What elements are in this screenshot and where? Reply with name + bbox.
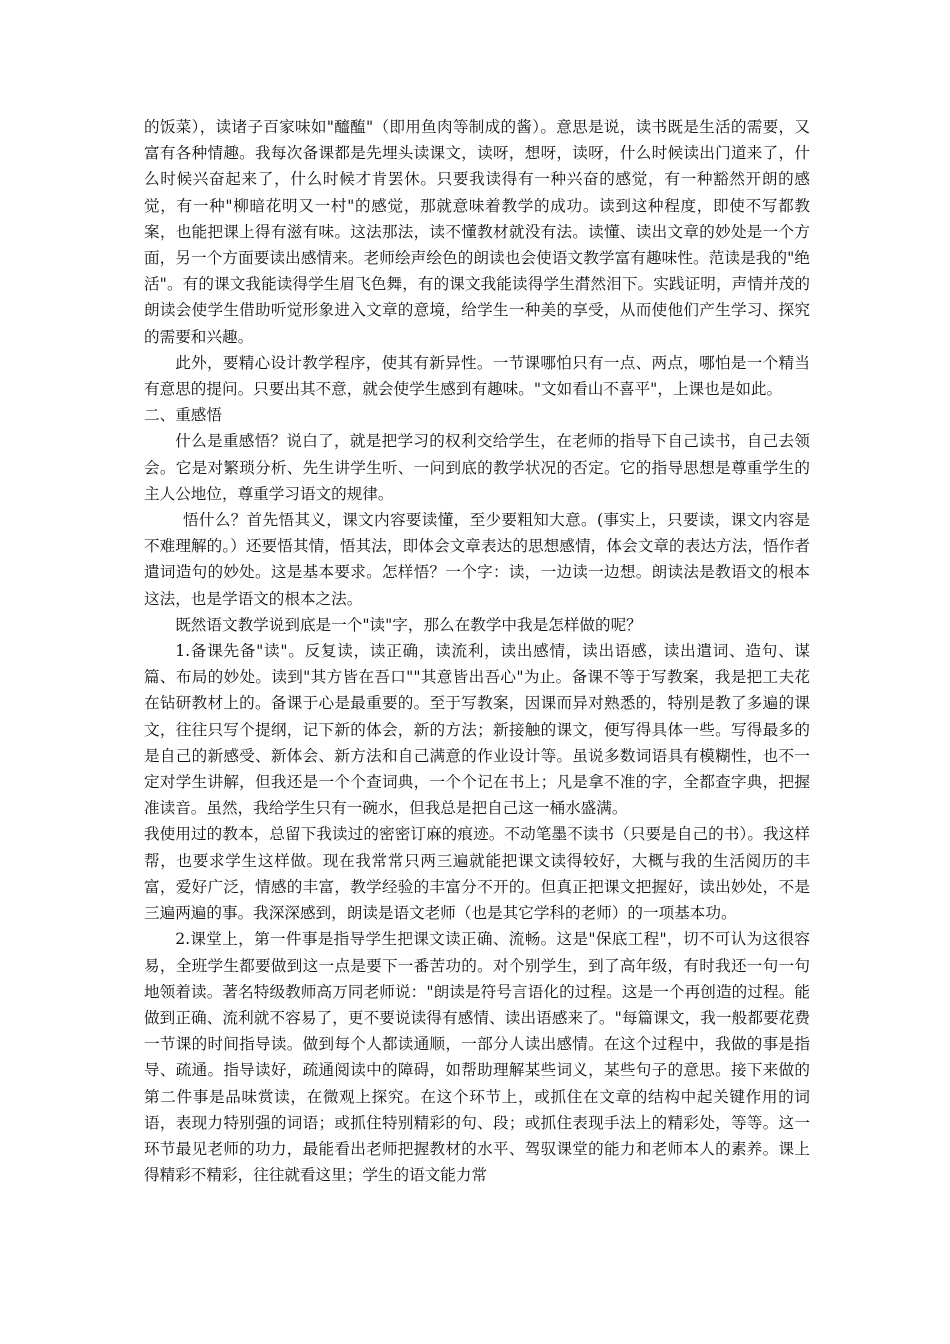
paragraph-reading-interest: 的饭菜），读诸子百家味如"醯醢"（即用鱼肉等制成的酱）。意思是说，读书既是生活的需要，又富有各种情趣。我每次备课都是先埋头读课文，读呀，想呀，读呀，什么时候读出门道来了，什么时候兴奋起来了，什么时候才肯罢休。只要我读得有一种兴奋的感觉，有一种豁然开朗的感觉，有一种"柳暗花明又一村"的感觉，那就意味着教学的成功。读到这种程度，即使不写都教案，也能把课上得有滋有味。这法那法，读不懂教材就没有法。读懂、读出文章的妙处是一个方面，另一个方面要读出感情来。老师绘声绘色的朗读也会使语文教学富有趣味性。范读是我的"绝活"。有的课文我能读得学生眉飞色舞，有的课文我能读得学生潸然泪下。实践证明，声情并茂的朗读会使学生借助听觉形象进入文章的意境，给学生一种美的享受，从而使他们产生学习、探究的需要和兴趣。 [144,118,810,346]
section-heading-comprehension: 二、重感悟 [144,406,222,425]
paragraph-what-is-comprehension: 什么是重感悟？说白了，就是把学习的权利交给学生，在老师的指导下自己读书，自己去领会。它是对繁琐分析、先生讲学生听、一问到底的教学状况的否定。它的指导思想是尊重学生的主人公地位，尊重学习语文的规律。 [144,432,810,503]
paragraph-what-to-comprehend: 悟什么？首先悟其义，课文内容要读懂，至少要粗知大意。(事实上，只要读，课文内容是不难理解的。）还要悟其情，悟其法，即体会文章表达的思想感情，体会文章的表达方法，悟作者遣词造句的妙处。这是基本要求。怎样悟？一个字：读，一边读一边想。朗读法是教语文的根本这法，也是学语文的根本之法。 [144,511,810,608]
paragraph-how-to-teach: 既然语文教学说到底是一个"读"字，那么在教学中我是怎样做的呢？ [175,615,642,634]
document-page [144,114,810,1188]
paragraph-textbook-notes: 我使用过的教本，总留下我读过的密密订麻的痕迹。不动笔墨不读书（只要是自己的书）。我这样帮，也要求学生这样做。现在我常常只两三遍就能把课文读得较好，大概与我的生活阅历的丰富，爱好广泛，情感的丰富，教学经验的丰富分不开的。但真正把课文把握好，读出妙处，不是三遍两遍的事。我深深感到，朗读是语文老师（也是其它学科的老师）的一项基本功。 [144,825,810,923]
paragraph-in-class: 2.课堂上，第一件事是指导学生把课文读正确、流畅。这是"保底工程"，切不可认为这很容易，全班学生都要做到这一点是要下一番苦功的。对个别学生，到了高年级，有时我还一句一句地领着读。著名特级教师高万同老师说："朗读是符号言语化的过程。这是一个再创造的过程。能做到正确、流利就不容易了，更不要说读得有感情、读出语感来了。"每篇课文，我一般都要花费一节课的时间指导读。做到每个人都读通顺，一部分人读出感情。在这个过程中，我做的事是指导、疏通。指导读好，疏通阅读中的障碍，如帮助理解某些词义，某些句子的意思。接下来做的第二件事是品味赏读，在微观上探究。在这个环节上，或抓住在文章的结构中起关键作用的词语，表现力特别强的词语；或抓住特别精彩的句、段；或抓住表现手法上的精彩处，等等。这一环节最见老师的功力，最能看出老师把握教材的水平、驾驭课堂的能力和老师本人的素养。课上得精彩不精彩，往往就看这里；学生的语文能力常 [144,930,810,1185]
paragraph-teaching-procedure: 此外，要精心设计教学程序，使其有新异性。一节课哪怕只有一点、两点，哪怕是一个精当有意思的提问。只要出其不意，就会使学生感到有趣味。"文如看山不喜平"，上课也是如此。 [144,353,810,399]
paragraph-lesson-preparation: 1.备课先备"读"。反复读，读正确，读流利，读出感情，读出语感，读出遣词、造句、谋篇、布局的妙处。读到"其方皆在吾口""其意皆出吾心"为止。备课不等于写教案，我是把工夫花在钻研教材上的。备课于心是最重要的。至于写教案，因课而异对熟悉的，特别是教了多遍的课文，往往只写个提纲，记下新的体会，新的方法；新接触的课文，便写得具体一些。写得最多的是自己的新感受、新体会、新方法和自己满意的作业设计等。虽说多数词语具有模糊性，也不一定对学生讲解，但我还是一个个查词典，一个个记在书上；凡是拿不准的字，全都查字典，把握准读音。虽然，我给学生只有一碗水，但我总是把自己这一桶水盛满。 [144,642,810,818]
